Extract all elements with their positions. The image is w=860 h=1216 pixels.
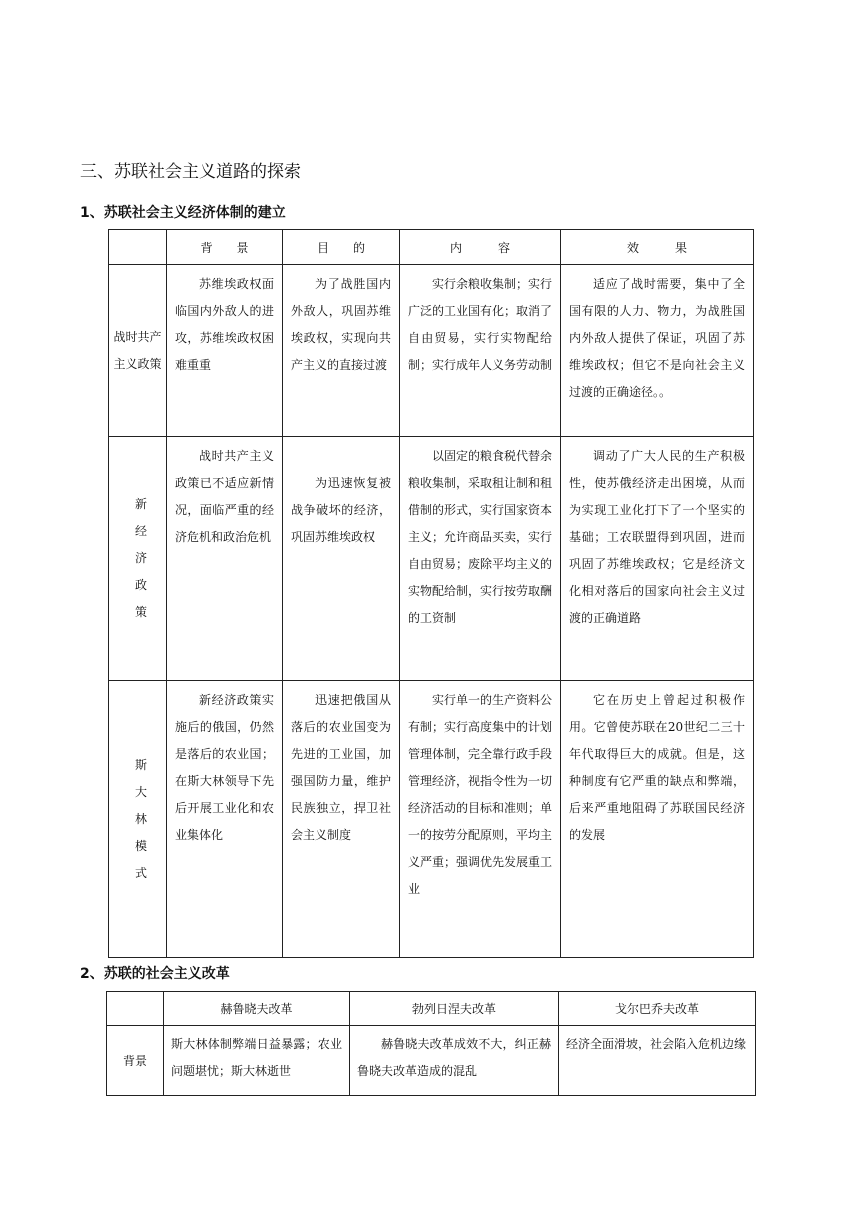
- subsection-title-1: 1、苏联社会主义经济体制的建立: [80, 205, 286, 221]
- table1-header-effect: 效 果: [561, 230, 754, 265]
- section-title: 三、苏联社会主义道路的探索: [80, 162, 301, 182]
- table1-header-corner: [109, 230, 167, 265]
- cell-purpose: 迅速把俄国从落后的农业国变为先进的工业国，加强国防力量，维护民族独立，捍卫社会主义制度: [283, 681, 400, 958]
- cell-content: 实行单一的生产资料公有制；实行高度集中的计划管理体制，完全靠行政手段管理经济，视指令性为一切经济活动的目标和准则；单一的按劳分配原则，平均主义严重；强调优先发展重工业: [400, 681, 561, 958]
- row-label-nep: 新经济政策: [109, 437, 167, 681]
- cell-content: 实行余粮收集制；实行广泛的工业国有化；取消了自由贸易，实行实物配给制；实行成年人义务劳动制: [400, 265, 561, 437]
- table2-header-khrushchev: 赫鲁晓夫改革: [164, 992, 350, 1026]
- cell-purpose: 为了战胜国内外敌人，巩固苏维埃政权，实现向共产主义的直接过渡: [283, 265, 400, 437]
- table1-header-purpose: 目 的: [283, 230, 400, 265]
- cell-background: 新经济政策实施后的俄国，仍然是落后的农业国；在斯大林领导下先后开展工业化和农业集体化: [167, 681, 283, 958]
- economic-system-table: [108, 229, 754, 958]
- table-row: [109, 265, 754, 437]
- row-label-background: 背景: [107, 1026, 164, 1096]
- cell-gorbachev-background: 经济全面滑坡，社会陷入危机边缘: [559, 1026, 756, 1096]
- table2-header-brezhnev: 勃列日涅夫改革: [350, 992, 559, 1026]
- row-label-stalin-model: 斯大林模式: [109, 681, 167, 958]
- table1-header-content: 内 容: [400, 230, 561, 265]
- table2-header-row: [107, 992, 756, 1026]
- table-row: [109, 437, 754, 681]
- table2-header-corner: [107, 992, 164, 1026]
- table2-header-gorbachev: 戈尔巴乔夫改革: [559, 992, 756, 1026]
- table1-header-background: 背 景: [167, 230, 283, 265]
- table-row: [107, 1026, 756, 1096]
- cell-background: 战时共产主义政策已不适应新情况，面临严重的经济危机和政治危机: [167, 437, 283, 681]
- row-label-war-communism: 战时共产主义政策: [109, 265, 167, 437]
- cell-effect: 它在历史上曾起过积极作用。它曾使苏联在20世纪二三十年代取得巨大的成就。但是，这种制度有它严重的缺点和弊端，后来严重地阻碍了苏联国民经济的发展: [561, 681, 754, 958]
- cell-brezhnev-background: 赫鲁晓夫改革成效不大，纠正赫鲁晓夫改革造成的混乱: [350, 1026, 559, 1096]
- cell-effect: 适应了战时需要，集中了全国有限的人力、物力，为战胜国内外敌人提供了保证，巩固了苏维埃政权；但它不是向社会主义过渡的正确途径。。: [561, 265, 754, 437]
- cell-purpose: 为迅速恢复被战争破坏的经济，巩固苏维埃政权: [283, 437, 400, 681]
- cell-content: 以固定的粮食税代替余粮收集制，采取租让制和租借制的形式，实行国家资本主义；允许商品买卖，实行自由贸易；废除平均主义的实物配给制，实行按劳取酬的工资制: [400, 437, 561, 681]
- cell-effect: 调动了广大人民的生产积极性，使苏俄经济走出困境，从而为实现工业化打下了一个坚实的基础；工农联盟得到巩固，进而巩固了苏维埃政权；它是经济文化相对落后的国家向社会主义过渡的正确道路: [561, 437, 754, 681]
- table-row: [109, 681, 754, 958]
- cell-background: 苏维埃政权面临国内外敌人的进攻，苏维埃政权困难重重: [167, 265, 283, 437]
- table1-header-row: [109, 230, 754, 265]
- reform-table: [106, 991, 756, 1096]
- cell-khrushchev-background: 斯大林体制弊端日益暴露；农业问题堪忧；斯大林逝世: [164, 1026, 350, 1096]
- subsection-title-2: 2、苏联的社会主义改革: [80, 966, 230, 982]
